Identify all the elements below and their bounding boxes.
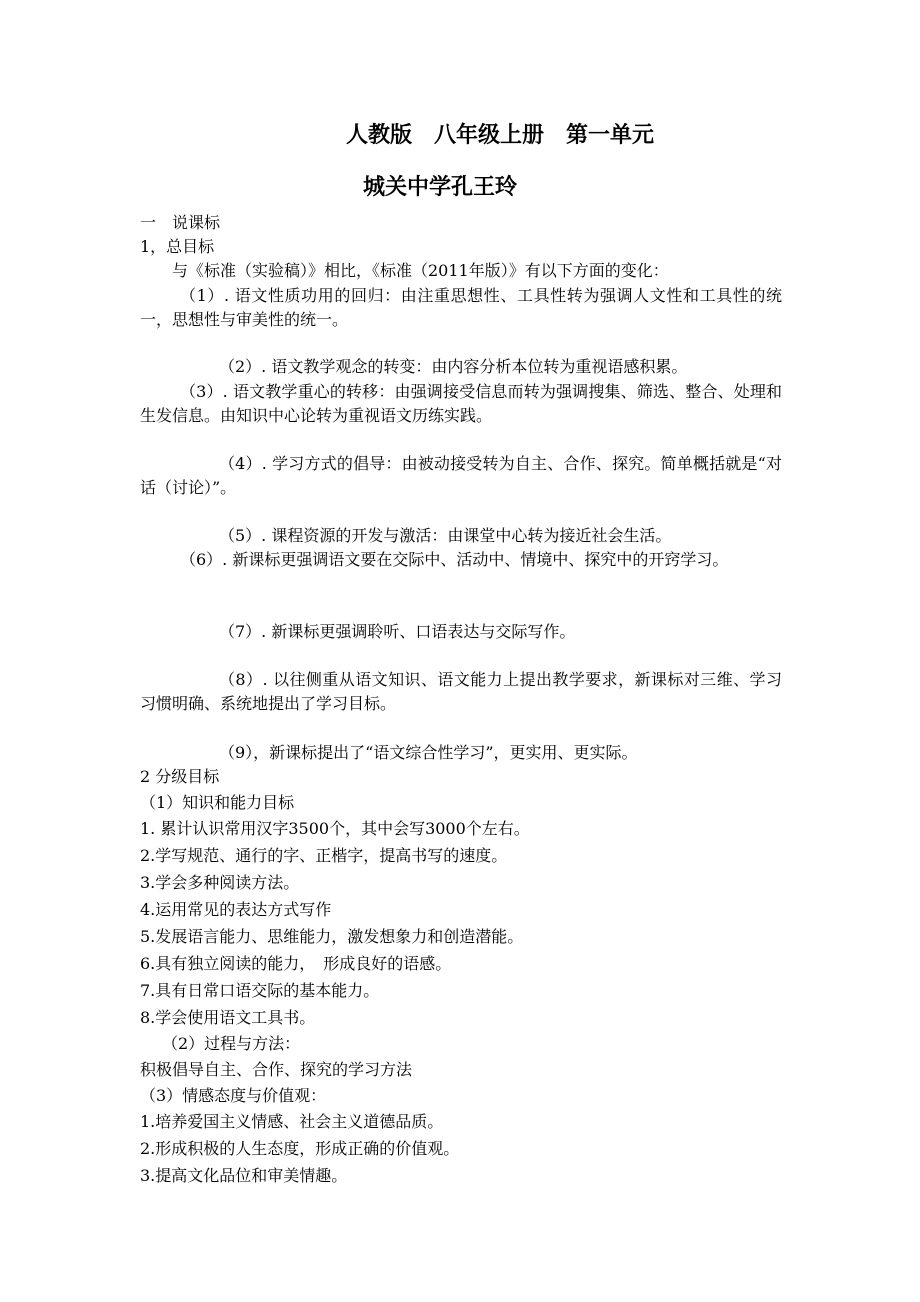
emotion-item-1: 1.培养爱国主义情感、社会主义道德品质。 (140, 1112, 444, 1131)
change-item-9: （9），新课标提出了“语文综合性学习”，更实用、更实际。 (219, 743, 638, 762)
process-text: 积极倡导自主、合作、探究的学习方法 (140, 1060, 413, 1079)
document-author: 城关中学孔王玲 (362, 175, 517, 200)
knowledge-heading: （1）知识和能力目标 (140, 793, 295, 812)
section-heading: 一 说课标 (140, 213, 221, 232)
emotion-heading: （3）情感态度与价值观： (140, 1086, 327, 1105)
knowledge-item-8: 8.学会使用语文工具书。 (140, 1008, 316, 1027)
change-item-6: （6）. 新课标更强调语文要在交际中、活动中、情境中、探究中的开窍学习。 (180, 550, 729, 569)
change-item-4: （4）. 学习方式的倡导：由被动接受转为自主、合作、探究。简单概括就是“对话（讨论）”。 (140, 454, 782, 497)
change-item-2: （2）. 语文教学观念的转变：由内容分析本位转为重视语感积累。 (219, 357, 688, 376)
change-item-5: （5）. 课程资源的开发与激活：由课堂中心转为接近社会生活。 (219, 526, 672, 545)
knowledge-item-6: 6.具有独立阅读的能力， 形成良好的语感。 (140, 954, 452, 973)
knowledge-item-2: 2.学写规范、通行的字、正楷字，提高书写的速度。 (140, 846, 508, 865)
change-item-7: （7）. 新课标更强调聆听、口语表达与交际写作。 (219, 622, 576, 641)
change-item-8: （8）. 以往侧重从语文知识、语文能力上提出教学要求，新课标对三维、学习习惯明确、系统地提出了学习目标。 (140, 670, 782, 713)
knowledge-item-1: 1. 累计认识常用汉字3500个，其中会写3000个左右。 (140, 819, 530, 838)
process-heading: （2）过程与方法： (162, 1034, 301, 1053)
emotion-item-3: 3.提高文化品位和审美情趣。 (140, 1166, 348, 1185)
emotion-item-2: 2.形成积极的人生态度，形成正确的价值观。 (140, 1139, 460, 1158)
knowledge-item-4: 4.运用常见的表达方式写作 (140, 900, 332, 919)
subsection-heading-graded: 2 分级目标 (140, 767, 220, 786)
change-item-3: （3）. 语文教学重心的转移：由强调接受信息而转为强调搜集、筛选、整合、处理和生发信息。由知识中心论转为重视语文历练实践。 (140, 382, 782, 425)
change-item-1: （1）. 语文性质功用的回归：由注重思想性、工具性转为强调人文性和工具性的统一，思想性与审美性的统一。 (140, 286, 782, 329)
knowledge-item-5: 5.发展语言能力、思维能力，激发想象力和创造潜能。 (140, 927, 524, 946)
document-title: 人教版 八年级上册 第一单元 (345, 123, 654, 148)
subsection-heading-overall: 1，总目标 (140, 237, 215, 256)
intro-paragraph: 与《标准（实验稿）》相比，《标准（2011年版）》有以下方面的变化： (140, 261, 669, 280)
knowledge-item-7: 7.具有日常口语交际的基本能力。 (140, 981, 380, 1000)
knowledge-item-3: 3.学会多种阅读方法。 (140, 873, 300, 892)
